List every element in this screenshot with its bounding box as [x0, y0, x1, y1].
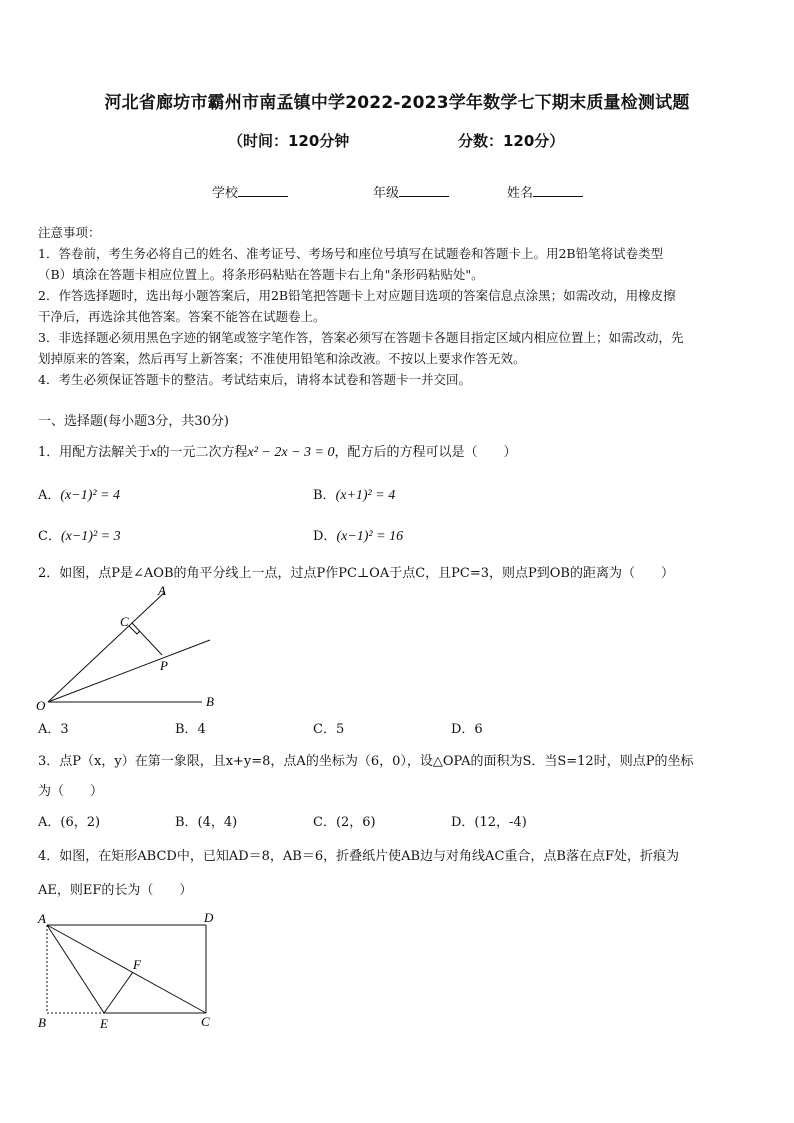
q1-text: 的一元二次方程 — [156, 445, 248, 460]
q2-option-b: B．4 — [175, 722, 206, 737]
score-label: 分数：120分） — [458, 132, 565, 150]
q2-option-a: A．3 — [38, 722, 69, 737]
option-math: (x−1)² = 3 — [60, 529, 121, 544]
name-blank — [533, 184, 583, 197]
question-3-line2: 为（ ） — [38, 784, 104, 799]
school-label: 学校 — [212, 186, 239, 201]
name-field — [507, 182, 583, 201]
label-b: B — [38, 1015, 46, 1030]
section-heading: 一、选择题(每小题3分，共30分) — [38, 414, 229, 429]
q1-option-a — [38, 484, 120, 504]
label-a: A — [158, 583, 166, 598]
page-title: 河北省廊坊市霸州市南孟镇中学2022-2023学年数学七下期末质量检测试题 — [104, 93, 690, 113]
ray-oa — [48, 592, 165, 702]
question-1 — [38, 441, 517, 461]
note-line: （B）填涂在答题卡相应位置上。将条形码粘贴在答题卡右上角"条形码粘贴处"。 — [38, 267, 484, 282]
q1-option-d — [313, 525, 403, 545]
q1-variable: x — [150, 445, 157, 460]
note-line: 划掉原来的答案，然后再写上新答案；不准使用铅笔和涂改液。不按以上要求作答无效。 — [38, 351, 526, 366]
option-math: (x+1)² = 4 — [335, 488, 396, 503]
segment-ef — [104, 972, 133, 1013]
label-o: O — [36, 698, 46, 712]
label-d: D — [204, 910, 214, 925]
grade-field — [373, 182, 449, 201]
option-math: (x−1)² = 16 — [336, 529, 404, 544]
crease-ae — [47, 925, 104, 1013]
label-b: B — [206, 694, 214, 709]
option-letter: A． — [38, 488, 61, 503]
note-line: 干净后，再选涂其他答案。答案不能答在试题卷上。 — [38, 309, 326, 324]
note-line: 1．答卷前，考生务必将自己的姓名、准考证号、考场号和座位号填写在试题卷和答题卡上。用2B铅笔将试卷类型 — [38, 246, 664, 261]
q2-option-c: C．5 — [313, 722, 345, 737]
question-3-line1: 3．点P（x，y）在第一象限，且x+y=8，点A的坐标为（6，0），设△OPA的面积为S．当S=12时，则点P的坐标 — [38, 754, 694, 769]
name-label: 姓名 — [507, 186, 534, 201]
label-a: A — [38, 911, 46, 926]
q2-option-d: D．6 — [451, 722, 483, 737]
label-f: F — [133, 957, 141, 972]
grade-label: 年级 — [373, 186, 400, 201]
label-c: C — [201, 1014, 210, 1029]
q1-equation: x² − 2x − 3 = 0 — [247, 445, 335, 460]
option-letter: C． — [38, 529, 61, 544]
school-field — [212, 182, 288, 201]
question-4-line2: AE，则EF的长为（ ） — [38, 883, 193, 898]
q1-option-c — [38, 525, 121, 545]
note-line: 4．考生必须保证答题卡的整洁。考试结束后，请将本试卷和答题卡一并交回。 — [38, 372, 471, 387]
label-p: P — [160, 658, 168, 673]
label-e: E — [100, 1016, 108, 1031]
note-line: 3．非选择题必须用黑色字迹的钢笔或签字笔作答，答案必须写在答题卡各题目指定区域内相应位置上；如需改动，先 — [38, 330, 684, 345]
notes-heading: 注意事项： — [38, 225, 101, 240]
angle-figure — [30, 582, 230, 712]
q1-option-b — [313, 484, 395, 504]
diagonal-ac — [47, 925, 206, 1013]
option-math: (x−1)² = 4 — [60, 488, 121, 503]
ray-bisector — [48, 640, 210, 702]
q3-option-c: C．(2，6) — [313, 815, 376, 830]
q3-option-a: A．(6，2) — [38, 815, 101, 830]
rectangle-figure — [30, 905, 230, 1035]
question-2: 2．如图，点P是∠AOB的角平分线上一点，过点P作PC⊥OA于点C，且PC=3，则点P到OB的距离为（ ） — [38, 566, 674, 581]
q1-text: 1．用配方法解关于 — [38, 445, 151, 460]
label-c: C — [120, 614, 129, 629]
grade-blank — [399, 184, 449, 197]
option-letter: B． — [313, 488, 336, 503]
q1-text: ，配方后的方程可以是（ ） — [334, 445, 517, 460]
time-label: （时间：120分钟 — [228, 132, 350, 150]
q3-option-b: B．(4，4) — [175, 815, 238, 830]
option-letter: D． — [313, 529, 337, 544]
note-line: 2．作答选择题时，选出每小题答案后，用2B铅笔把答题卡上对应题目选项的答案信息点涂黑；如需改动，用橡皮擦 — [38, 288, 676, 303]
segment-pc — [132, 623, 162, 655]
question-4-line1: 4．如图，在矩形ABCD中，已知AD＝8，AB＝6，折叠纸片使AB边与对角线AC重合，点B落在点F处，折痕为 — [38, 849, 679, 864]
q3-option-d: D．(12，-4) — [451, 815, 527, 830]
school-blank — [238, 184, 288, 197]
